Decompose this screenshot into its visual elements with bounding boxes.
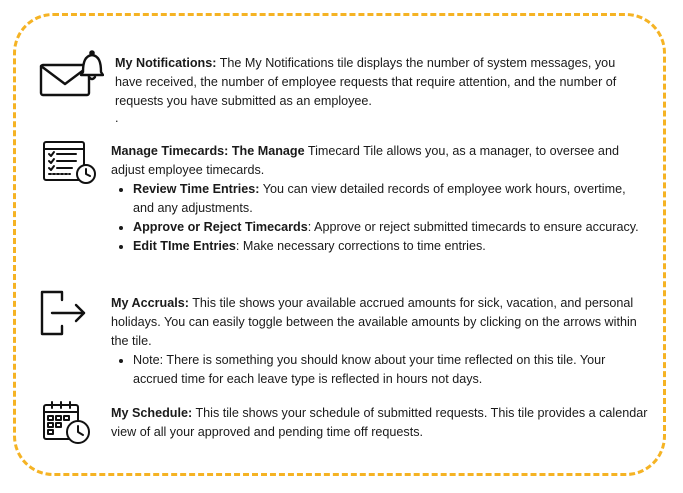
bullet-body: : Make necessary corrections to time entries.: [235, 239, 486, 253]
schedule-title: My Schedule:: [111, 406, 193, 420]
notifications-title: My Notifications:: [115, 56, 217, 70]
timecards-title: Manage Timecards: The Manage: [111, 144, 305, 158]
timecards-bullet-list: [111, 180, 641, 256]
bullet-body: You can view detailed records of employee work hours, overtime, and any adjustments.: [133, 182, 626, 215]
accruals-body: This tile shows your available accrued amounts for sick, vacation, and personal holidays. You can easily toggle between the available amounts by clicking on the arrows within the tile.: [111, 296, 637, 348]
accruals-text: [111, 294, 641, 389]
bullet-title: Review Time Entries:: [133, 182, 260, 196]
accruals-bullet-list: [111, 351, 641, 389]
exit-arrow-icon: [40, 290, 88, 341]
calendar-clock-icon: [42, 400, 92, 451]
bullet-body: Note: There is something you should know about your time reflected on this tile. Your accrued time for each leave type is reflected in hours not days.: [133, 353, 606, 386]
envelope-bell-icon: [38, 50, 104, 103]
timecard-clock-icon: [42, 140, 98, 191]
timecards-body: Timecard Tile allows you, as a manager, to oversee and adjust employee timecards.: [111, 144, 619, 177]
schedule-text: [111, 404, 651, 442]
schedule-body: This tile shows your schedule of submitted requests. This tile provides a calendar view of all your approved and pending time off requests.: [111, 406, 648, 439]
notifications-trailing: .: [115, 111, 119, 125]
timecards-text: [111, 142, 641, 256]
list-item: [133, 237, 641, 256]
bullet-title: Approve or Reject Timecards: [133, 220, 308, 234]
notifications-text: [115, 54, 645, 125]
accruals-title: My Accruals:: [111, 296, 189, 310]
list-item: [133, 351, 641, 389]
bullet-body: : Approve or reject submitted timecards to ensure accuracy.: [307, 220, 639, 234]
list-item: [133, 180, 641, 218]
notifications-body: The My Notifications tile displays the number of system messages, you have received, the number of employee requests that require attention, and the number of requests you have submitted as an employee.: [115, 56, 617, 108]
bullet-title: Edit TIme Entries: [133, 239, 236, 253]
list-item: [133, 218, 641, 237]
